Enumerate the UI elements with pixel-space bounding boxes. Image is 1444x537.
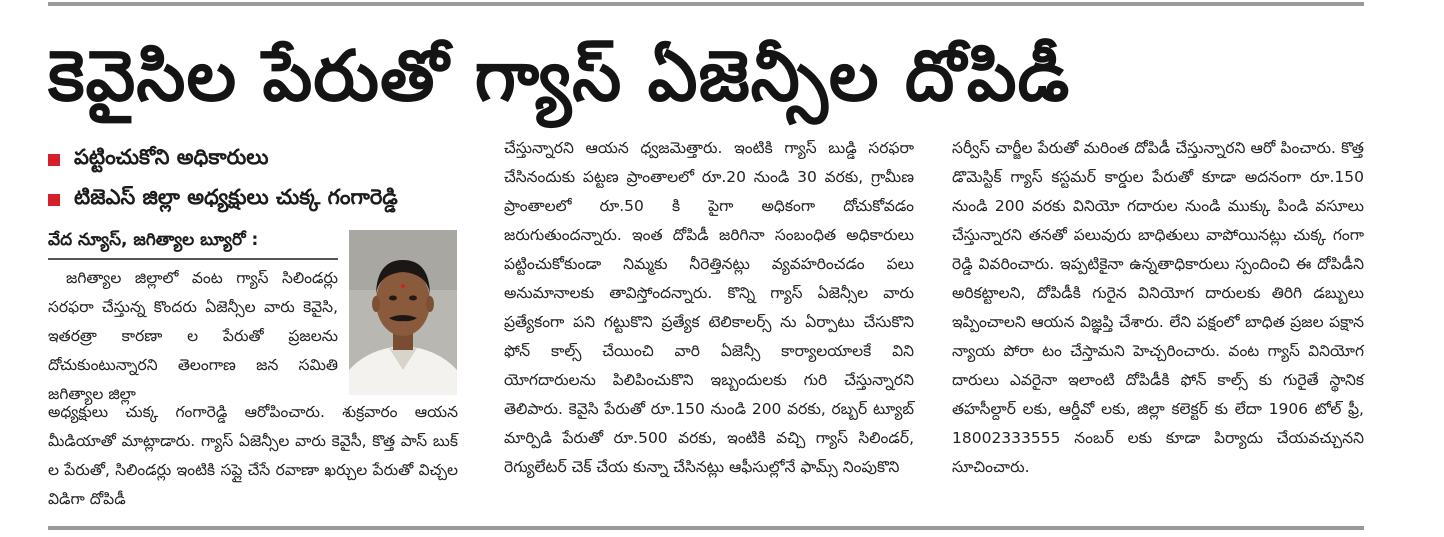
- bullet-square-icon: [48, 154, 60, 166]
- article-text: జగిత్యాల జిల్లాలో వంట గ్యాస్ సిలిండర్లు సరఫరా చేస్తున్న కొందరు ఏజెన్సీల వారు కెవైసి, ఇతరత్రా కారణా ల పేరుతో ప్రజలను దోచుకుంటున్నారని తెలంగాణ జన సమితి జగిత్యాల జిల్లా: [48, 269, 338, 403]
- bullet-text: పట్టించుకోని అధికారులు: [74, 145, 269, 169]
- bottom-rule: [48, 526, 1364, 530]
- byline-divider: [48, 258, 338, 260]
- article-column-3: [952, 134, 1364, 482]
- top-rule: [48, 2, 1364, 6]
- bullet-square-icon: [48, 194, 60, 206]
- article-column-1-top: [48, 264, 338, 409]
- article-text: అధ్యక్షులు చుక్క గంగారెడ్డి ఆరోపించారు. శుక్రవారం ఆయన మీడియాతో మాట్లాడారు. గ్యాస్ ఏజెన్సీల వారు కెవైసీ, కొత్త పాస్ బుక్ ల పేరుతో, సిలిండర్లు ఇంటికి సప్లై చేసే రవాణా ఖర్చుల పేరుతో విచ్చల విడిగా దోపిడీ: [48, 403, 458, 508]
- article-text: చేస్తున్నారని ఆయన ధ్వజమెత్తారు. ఇంటికి గ్యాస్ బుడ్డి సరఫరా చేసినందుకు పట్టణ ప్రాంతాలలో రూ.20 నుండి 30 వరకు, గ్రామీణ ప్రాంతాలలో రూ.50 కి పైగా అధికంగా దోచుకోవడం జరుగుతుందన్నారు. ఇంత దోపిడీ జరిగినా సంబంధిత అధికారులు పట్టించుకోకుండా నిమ్మకు నీరెత్తినట్లు వ్యవహరించడం పలు అనుమానాలకు తావిస్తోందన్నారు. కొన్ని గ్యాస్ ఏజెన్సీల వారు ప్రత్యేకంగా పని గట్టుకొని ప్రత్యేక టెలికాలర్స్ ను ఏర్పాటు చేసుకొని ఫోన్ కాల్స్ చేయించి వారి ఏజెన్సీ కార్యాలయాలకే విని యోగదారులను పిలిపించుకొని ఇబ్బందులకు గురి చేస్తున్నారని తెలిపారు. కెవైసి పేరుతో రూ.150 నుండి 200 వరకు, రబ్బర్ ట్యూబ్ మార్పిడి పేరుతో రూ.500 వరకు, ఇంటికి వచ్చి గ్యాస్ సిలిండర్, రెగ్యులేటర్ చెక్ చేయ కున్నా చేసినట్లు ఆఫీసుల్లోనే ఫామ్స్ నింపుకొని: [504, 139, 914, 476]
- portrait-image: [349, 230, 457, 395]
- article-column-1-bottom: [48, 398, 458, 514]
- article-column-2: [504, 134, 914, 482]
- byline: వేద న్యూస్, జగిత్యాల బ్యూరో :: [48, 230, 259, 250]
- bullet-text: టిజెఎస్ జిల్లా అధ్యక్షులు చుక్క గంగారెడ్డి: [74, 185, 398, 209]
- portrait-photo: [349, 230, 457, 395]
- article-text: సర్వీస్ చార్జీల పేరుతో మరింత దోపిడీ చేస్తున్నారని ఆరో పించారు. కొత్త డొమెస్టిక్ గ్యాస్ కస్టమర్ కార్డుల పేరుతో కూడా అదనంగా రూ.150 నుండి 200 వరకు వినియో గదారుల నుండి ముక్కు పిండి వసూలు చేస్తున్నారని తనతో పలువురు బాధితులు వాపోయినట్లు చుక్క గంగా రెడ్డి వివరించారు. ఇప్పటికైనా ఉన్నతాధికారులు స్పందించి ఈ దోపిడీని అరికట్టాలని, దోపిడీకి గురైన వినియోగ దారులకు తిరిగి డబ్బులు ఇప్పించాలని ఆయన విజ్ఞప్తి చేశారు. లేని పక్షంలో బాధిత ప్రజల పక్షాన న్యాయ పోరా టం చేస్తామని హెచ్చరించారు. వంట గ్యాస్ వినియోగ దారులు ఎవరైనా ఇలాంటి దోపిడీకి ఫోన్ కాల్స్ కు గురైతే స్థానిక తహసీల్దార్ లకు, ఆర్డీవో లకు, జిల్లా కలెక్టర్ కు లేదా 1906 టోల్ ఫ్రీ, 18002333555 నంబర్ లకు కూడా పిర్యాదు చేయవచ్చునని సూచించారు.: [952, 139, 1364, 476]
- subheadline-bullets: [48, 140, 468, 220]
- bullet-item: [48, 180, 468, 220]
- headline: కెవైసిల పేరుతో గ్యాస్ ఏజెన్సీల దోపిడీ: [48, 35, 1071, 117]
- bullet-item: [48, 140, 468, 180]
